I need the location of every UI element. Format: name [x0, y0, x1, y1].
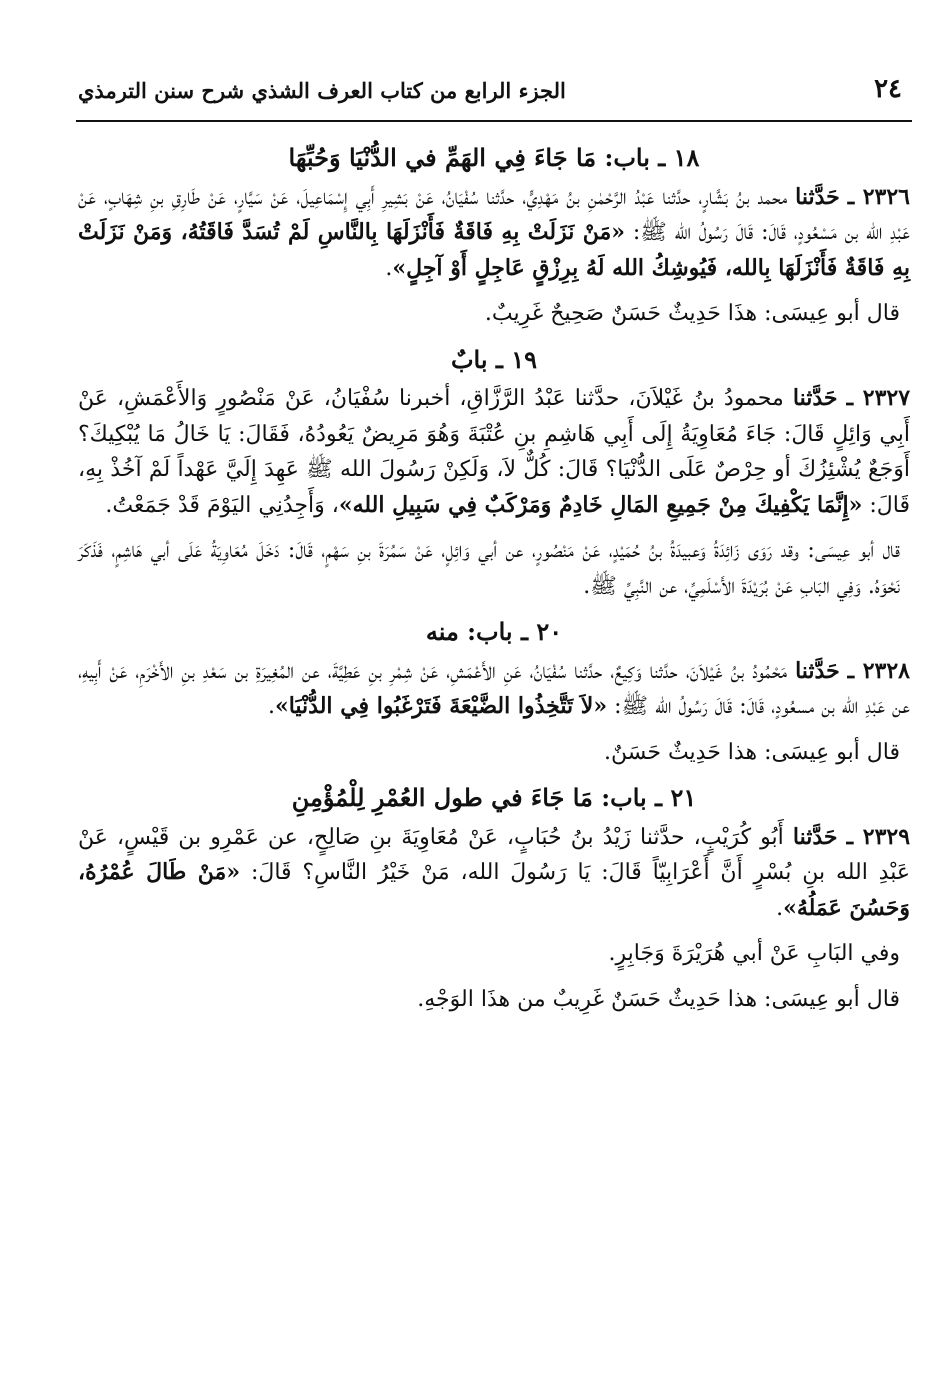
isnad-chain: محمودُ بنُ غَيْلاَنَ، حدَّثنا عَبْدُ الرَّزَّاقِ، أخبرنا سُفْيَانُ، عَنْ مَنْصُورٍ وَالأَعْمَشِ، عَنْ أَبِي وَائِلٍ قَالَ: جَاءَ مُعَاوِيَةُ إِلَى أَبِي هَاشِمِ بنِ عُتْبَةَ وَهُوَ مَرِيضٌ يَعُودُهُ، فَقَالَ: يَا خَالُ مَا يُبْكِيكَ؟ أَوَجَعٌ يُشْئِزُكَ أو حِرْصٌ عَلَى الدُّنْيَا؟ قَالَ: كُلٌّ لاَ، وَلَكِنْ رَسُولَ الله ﷺ عَهِدَ إِلَيَّ عَهْداً لَمْ آخُذْ بِهِ، قَالَ:	[78, 386, 910, 518]
chapter-title: ٢٠ ـ باب: منه	[425, 617, 563, 646]
page-header	[78, 72, 910, 116]
hadith-number: ٢٣٢٧ ـ	[846, 385, 911, 411]
hadith-matn: «إِنَّمَا يَكْفِيكَ مِنْ جَمِيعِ المَالِ خَادِمٌ وَمَرْكَبٌ فِي سَبِيلِ الله»	[338, 491, 863, 518]
haddathana-word: حَدَّثنا	[795, 657, 840, 684]
isnad-chain: مَحْمُودُ بنُ غَيْلاَنَ، حدَّثنا وَكِيعٌ، حدَّثنا سُفْيَانُ، عَنِ الأَعْمَشِ، عَنْ شِمْرِ بنِ عَطِيَّةَ، عن المُغِيرَةِ بن سَعْدِ بنِ الأَخْرَمِ، عَنْ أَبِيهِ، عن عَبْدِ الله بن مسعُودٍ، قَالَ: قَالَ رَسُولُ الله ﷺ:	[78, 658, 910, 719]
hadith-number: ٢٣٢٩ ـ	[846, 823, 911, 850]
hadith-tail: .	[267, 694, 275, 719]
isnad-chain: محمد بنُ بَشَّارٍ، حدَّثنا عَبْدُ الرَّحْمٰنِ بنُ مَهْدِيٍّ، حدَّثنا سُفْيَانُ، عَنْ بَشِيرِ أَبِي إِسْمَاعِيلَ، عَنْ سَيَّارٍ، عَنْ طَارِقِ بنِ شِهَابٍ، عَنْ عَبْدِ الله بن مَسْعُودٍ، قَالَ: قَالَ رَسُولُ الله ﷺ:	[78, 184, 910, 245]
chapter-title: ٢١ ـ باب: مَا جَاءَ في طول العُمْرِ لِلْمُؤْمِنِ	[291, 783, 697, 812]
hadith-matn: «لاَ تَتَّخِذُوا الضَّيْعَةَ فَتَرْغَبُوا فِي الدُّنْيَا»	[274, 693, 608, 719]
haddathana-word: حَدَّثنا	[792, 385, 838, 411]
haddathana-word: حَدَّثنا	[792, 823, 838, 850]
hadith-matn: «مَنْ طَالَ عُمْرُهُ، وَحَسُنَ عَمَلُهُ»	[78, 859, 910, 921]
hadith-text	[78, 820, 910, 927]
hadith-number: ٢٣٢٨ ـ	[847, 657, 910, 684]
tirmidhi-comment: قال أبو عِيسَى: هذَا حَدِيثٌ حَسَنٌ صَحِيحٌ غَرِيبٌ.	[484, 301, 900, 326]
chapter-title: ١٩ ـ بابٌ	[450, 344, 538, 374]
page-body	[78, 134, 910, 1027]
tirmidhi-comment: قال أبو عِيسَى: هذا حَدِيثٌ حَسَنٌ.	[603, 739, 900, 765]
page-number: ٢٤	[874, 74, 902, 104]
hadith-text	[78, 654, 910, 725]
header-divider	[76, 120, 912, 122]
hadith-tail: .	[385, 255, 393, 281]
hadith-matn: «مَنْ نَزَلَتْ بِهِ فَاقَةٌ فَأَنْزَلَهَا بِالنَّاسِ لَمْ تُسَدَّ فَاقَتُهُ، وَمَنْ نَزَلَتْ بِهِ فَاقَةٌ فَأَنْزَلَهَا بِالله، فَيُوشِكُ الله لَهُ بِرِزْقٍ عَاجِلٍ أَوْ آجِلٍ»	[78, 219, 910, 281]
tirmidhi-comment: قال أبو عِيسَى: وقد رَوَى زَائِدَةُ وَعبيدَةُ بنُ حُمَيْدٍ، عَنْ مَنْصُورٍ، عن أبي وَائِلٍ، عَنْ سَمُرَةَ بنِ سَهْمٍ، قَالَ: دَخَلَ مُعَاوِيَةُ عَلَى أبي هَاشِمٍ، فَذَكَرَ نَحْوَهُ. وَفِي البَابِ عَنْ بُرَيْدَةَ الأَسْلَمِيِّ، عن النَّبِيِّ ﷺ.	[78, 538, 900, 599]
hadith-text	[78, 180, 910, 287]
bab-note: وفي البَابِ عَنْ أبي هُرَيْرَةَ وَجَابِرٍ.	[608, 941, 900, 966]
chapter-title: ١٨ ـ باب: مَا جَاءَ فِي الهَمِّ في الدُّنْيَا وَحُبِّهَا	[288, 143, 700, 172]
haddathana-word: حَدَّثنا	[795, 183, 840, 210]
tirmidhi-comment: قال أبو عِيسَى: هذا حَدِيثٌ حَسَنٌ غَرِيبٌ من هذَا الوَجْهِ.	[417, 986, 900, 1012]
hadith-text	[78, 381, 910, 523]
hadith-number: ٢٣٢٦ ـ	[847, 183, 910, 210]
isnad-chain: أَبُو كُرَيْبٍ، حدَّثنا زَيْدُ بنُ حُبَابٍ، عَنْ مُعَاوِيَةَ بنِ صَالِحٍ، عن عَمْرِو بن قَيْسٍ، عَنْ عَبْدِ الله بنِ بُسْرٍ أَنَّ أَعْرَابِيّاً قَالَ: يَا رَسُولَ الله، مَنْ خَيْرُ النَّاسِ؟ قَالَ:	[78, 824, 910, 885]
hadith-tail: ، وَأَجِدُنِي اليَوْمَ قَدْ جَمَعْتُ.	[105, 492, 339, 518]
running-title: الجزء الرابع من كتاب العرف الشذي شرح سنن الترمذي	[78, 78, 566, 103]
hadith-tail: .	[776, 895, 784, 921]
